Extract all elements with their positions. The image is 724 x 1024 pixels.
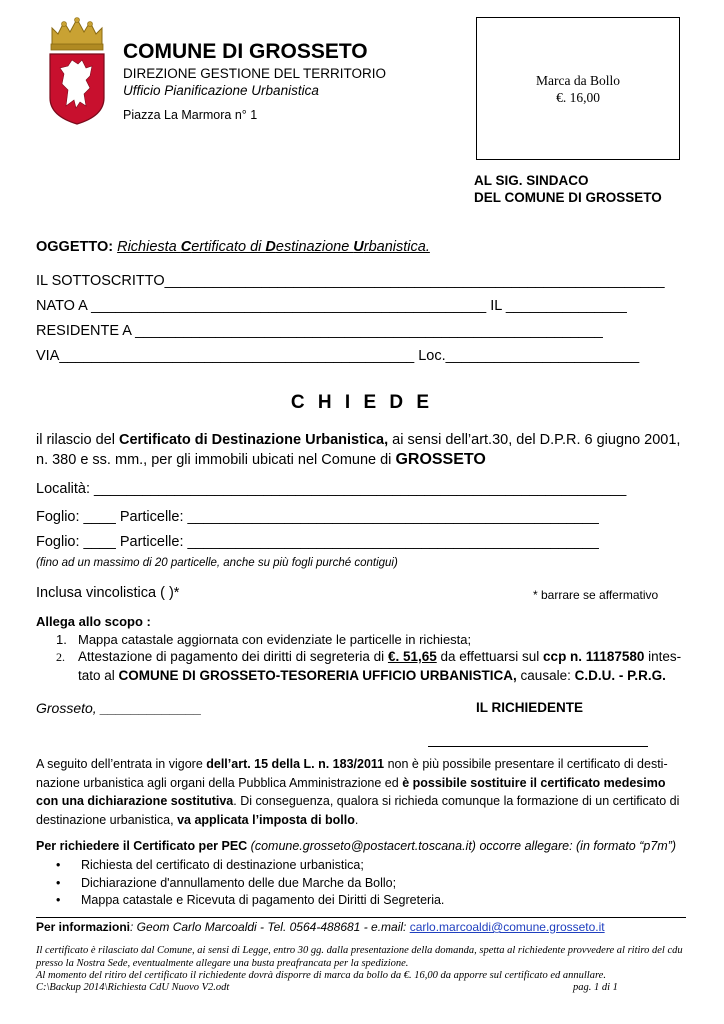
field-sottoscritto[interactable]: IL SOTTOSCRITTO______________________________________________________________ <box>36 273 665 289</box>
subject-line <box>36 239 430 255</box>
fee-amount: €. 51,65 <box>387 649 437 664</box>
place-date-field[interactable]: Grosseto, _____________ <box>36 700 202 716</box>
attachment-item-2-cont <box>78 668 666 683</box>
pec-heading <box>36 839 676 853</box>
request-paragraph <box>36 430 686 470</box>
legal-text: . <box>354 812 359 827</box>
subject-part: estinazione <box>275 239 354 255</box>
chiede-heading: C H I E D E <box>290 392 434 413</box>
legal-note <box>36 755 688 829</box>
pec-label: Per richiedere il Certificato per PEC <box>36 839 248 853</box>
field-via[interactable]: VIA____________________________________________ Loc.________________________ <box>36 348 640 364</box>
signature-line[interactable] <box>428 746 648 747</box>
stamp-amount: €. 16,00 <box>556 90 600 105</box>
info-label: Per informazioni <box>36 920 131 934</box>
applicant-label: IL RICHIEDENTE <box>476 700 584 715</box>
request-text: il rilascio del <box>36 432 119 448</box>
contact-email-link[interactable]: carlo.marcoaldi@comune.grosseto.it <box>409 920 605 934</box>
legal-text: A seguito dell’entrata in vigore <box>36 757 207 771</box>
request-text: ai sensi dell’art.30, del D.P.R. 6 giugno 2001, n. 380 e ss. mm., per gli immobili ubicati nel Comune di <box>36 432 681 468</box>
page-number: pag. 1 di 1 <box>573 982 618 993</box>
department-name: DIREZIONE GESTIONE DEL TERRITORIO <box>123 66 387 81</box>
info-text: : Geom Carlo Marcoaldi - Tel. 0564-488681 - e.mail: <box>130 920 410 934</box>
legal-emphasis: è possibile sostituire il certificato medesimo con una dichiarazione sostitutiva <box>36 775 666 808</box>
pec-detail: (comune.grosseto@postacert.toscana.it) occorre allegare: (in formato “p7m”) <box>247 839 677 853</box>
pec-item: Richiesta del certificato di destinazione urbanistica; <box>81 858 364 872</box>
field-nato[interactable]: NATO A _________________________________________________ IL _______________ <box>36 298 627 314</box>
subject-initial: U <box>353 239 364 255</box>
bullet: • <box>56 858 61 872</box>
subject-initial: C <box>180 239 192 255</box>
revenue-stamp-box <box>476 17 680 160</box>
field-residente[interactable]: RESIDENTE A __________________________________________________________ <box>36 323 603 339</box>
attachment-text: Attestazione di pagamento dei diritti di segreteria di <box>78 649 388 664</box>
parcel-note: (fino ad un massimo di 20 particelle, anche su più fogli purché contigui) <box>36 557 398 569</box>
coat-of-arms-icon <box>46 16 108 126</box>
subject-text <box>117 239 430 255</box>
attachment-text: tato al <box>78 668 119 683</box>
legal-text: non è più possibile presentare il certificato di desti-nazione urbanistica agli organi della Pubblica Amministrazione ed <box>36 757 668 790</box>
attachment-item-2 <box>56 649 681 665</box>
request-city: GROSSETO <box>395 451 486 468</box>
stamp-label: Marca da Bollo <box>536 73 620 88</box>
office-name: Ufficio Pianificazione Urbanistica <box>123 83 319 98</box>
office-address: Piazza La Marmora n° 1 <box>123 108 258 122</box>
attachment-text: da effettuarsi sul <box>436 649 544 664</box>
attachment-text: causale: <box>516 668 575 683</box>
recipient-line-1: AL SIG. SINDACO <box>474 173 589 188</box>
list-item <box>56 893 444 907</box>
payment-reason: C.D.U. - P.R.G. <box>574 668 666 683</box>
list-item <box>56 876 396 890</box>
divider <box>36 917 686 918</box>
field-foglio-1[interactable]: Foglio: ____ Particelle: ___________________________________________________ <box>36 509 599 525</box>
list-number: 1. <box>56 632 67 647</box>
subject-part: ertificato di <box>191 239 266 255</box>
barrare-note: * barrare se affermativo <box>533 588 659 602</box>
attachment-text: intes- <box>644 649 682 664</box>
legal-ref: dell’art. 15 della L. n. 183/2011 <box>206 757 385 771</box>
subject-initial: D <box>265 239 276 255</box>
vincolistica-checkbox[interactable]: Inclusa vincolistica ( )* <box>36 585 180 601</box>
attachments-title: Allega allo scopo : <box>36 614 151 629</box>
footer-note-1: Il certificato è rilasciato dal Comune, ai sensi di Legge, entro 30 gg. dalla presentazione della domanda, spetta al richiedente provvedere al ritiro del cdu presso la Nostra Sede, eventualmente allegare una busta preafrancata per la spedizione. <box>36 945 683 969</box>
field-foglio-2[interactable]: Foglio: ____ Particelle: ___________________________________________________ <box>36 534 599 550</box>
bullet: • <box>56 876 61 890</box>
legal-text: . Di conseguenza, qualora si richieda comunque la formazione di un certificato di destinazione urbanistica, <box>36 794 680 827</box>
pec-item: Mappa catastale e Ricevuta di pagamento dei Diritti di Segreteria. <box>81 893 445 907</box>
municipality-title: COMUNE DI GROSSETO <box>123 40 368 63</box>
pec-item: Dichiarazione d'annullamento delle due Marche da Bollo; <box>81 876 397 890</box>
list-item <box>56 858 364 872</box>
footer-note-2: Al momento del ritiro del certificato il richiedente dovrà disporre di marca da bollo da €. 16,00 da apporre sul certificato ed annullare. <box>36 970 606 981</box>
legal-emphasis: va applicata l’imposta di bollo <box>177 812 355 827</box>
attachment-text: Mappa catastale aggiornata con evidenziate le particelle in richiesta; <box>78 632 472 647</box>
subject-label: OGGETTO: <box>36 239 114 255</box>
subject-part: Richiesta <box>117 239 181 255</box>
bullet: • <box>56 893 61 907</box>
payee: COMUNE DI GROSSETO-TESORERIA UFFICIO URBANISTICA, <box>118 668 517 683</box>
recipient-block <box>474 172 662 206</box>
field-localita[interactable]: Località: __________________________________________________________________ <box>36 481 627 497</box>
request-certificate: Certificato di Destinazione Urbanistica, <box>119 432 389 448</box>
subject-part: rbanistica. <box>363 239 430 255</box>
attachment-item-1 <box>56 632 471 647</box>
file-path: C:\Backup 2014\Richiesta CdU Nuovo V2.odt <box>36 982 230 993</box>
postal-account: ccp n. 11187580 <box>543 649 645 664</box>
recipient-line-2: DEL COMUNE DI GROSSETO <box>474 190 662 205</box>
contact-info <box>36 920 605 934</box>
list-number: 2. <box>56 650 65 664</box>
